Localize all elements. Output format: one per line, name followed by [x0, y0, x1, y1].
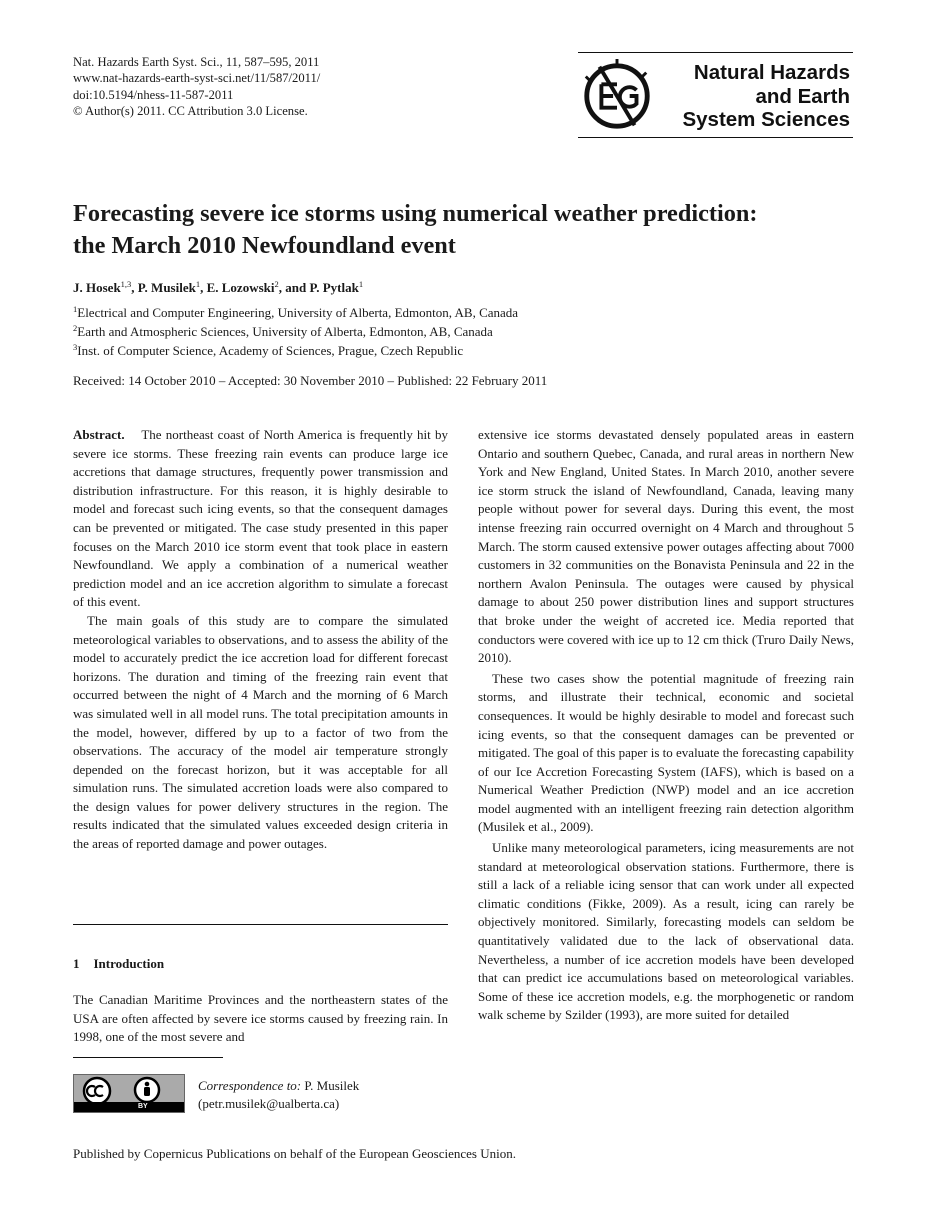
introduction-continued: [478, 426, 854, 1025]
author-sep: ,: [200, 280, 207, 295]
abstract-paragraph-1: [73, 426, 448, 612]
title-line-2: the March 2010 Newfoundland event: [73, 232, 456, 259]
journal-logo: [578, 52, 853, 138]
abstract-text-1: The northeast coast of North America is frequently hit by severe ice storms. These freezing rain events can produce large ice accretions that damage structures, frequently power transmission and distribution infrastructure. For this reason, it is highly desirable to model and forecast such icing events, so that the consequent damages can be prevented or mitigated. The case study presented in this paper focuses on the March 2010 ice storm event that took place in eastern Newfoundland. We apply a combination of a numerical weather prediction model and an ice accretion algorithm to simulate a forecast of this event.: [73, 427, 449, 610]
egu-logo-icon: [578, 56, 656, 136]
footnote-divider: [73, 1057, 223, 1058]
affiliation-number: 1: [73, 304, 78, 314]
introduction-paragraph-1: The Canadian Maritime Provinces and the northeastern states of the USA are often affected by severe ice storms caused by freezing rain. In 1998, one of the most severe and: [73, 992, 448, 1045]
correspondence-email[interactable]: (petr.musilek@ualberta.ca): [198, 1096, 340, 1112]
logo-rule-bottom: [578, 137, 853, 138]
abstract: [73, 426, 448, 854]
abstract-label: Abstract.: [73, 427, 125, 442]
cc-by-license-badge[interactable]: [73, 1074, 185, 1113]
correspondence-label: Correspondence to:: [198, 1078, 302, 1093]
logo-rule-top: [578, 52, 853, 53]
journal-name-line2: and Earth: [755, 84, 850, 108]
correspondence-name: P. Musilek: [304, 1078, 360, 1093]
section-heading-introduction: [73, 956, 164, 972]
journal-url[interactable]: www.nat-hazards-earth-syst-sci.net/11/587/2011/: [73, 71, 321, 86]
cc-by-label: BY: [138, 1103, 148, 1110]
journal-name: [682, 61, 850, 132]
title-line-1: Forecasting severe ice storms using numerical weather prediction:: [73, 200, 758, 227]
author-hosek-affil: 1,3: [120, 279, 132, 289]
affiliation-3: [73, 342, 463, 360]
cc-strip: [74, 1102, 184, 1112]
affiliation-text: Earth and Atmospheric Sciences, University of Alberta, Edmonton, AB, Canada: [77, 324, 493, 339]
license-note: © Author(s) 2011. CC Attribution 3.0 License.: [73, 104, 308, 119]
publisher-footer: Published by Copernicus Publications on behalf of the European Geosciences Union.: [73, 1146, 516, 1161]
intro-paragraph-2: These two cases show the potential magnitude of freezing rain storms, and illustrate their technical, economic and societal consequences. It would be highly desirable to model and forecast such icing events, so that the consequent damages can be prevented or mitigated. The goal of this paper is to evaluate the forecasting capability of our Ice Accretion Forecasting System (IAFS), which is based on a Numerical Weather Prediction (NWP) model and an ice accretion model augmented with an intelligent freezing rain detection algorithm (Musilek et al., 2009).: [478, 670, 854, 835]
author-lozowski: E. Lozowski: [206, 280, 275, 295]
publication-dates: Received: 14 October 2010 – Accepted: 30 November 2010 – Published: 22 February 2011: [73, 373, 548, 388]
correspondence-note: [198, 1077, 359, 1114]
author-pytlak-affil: 1: [358, 279, 364, 289]
section-title: Introduction: [93, 956, 165, 971]
author-musilek: P. Musilek: [137, 280, 196, 295]
affiliation-number: 2: [73, 323, 78, 333]
intro-paragraph-3: Unlike many meteorological parameters, icing measurements are not standard at meteorological observation stations. Furthermore, there is still a lack of a reliable icing sensor that can work under all expected climatic conditions (Fikke, 2009). As a result, icing can rarely be objectively monitored. Similarly, forecasting models can seldom be quantitatively validated due to the lack of observational data. Nevertheless, a number of ice accretion models have been developed that can predict ice accumulations based on meteorological variables. Some of these ice accretion models, e.g. the morphogenetic or random walk scheme by Szilder (1993), are more suited for detailed: [478, 840, 854, 1023]
citation-block: [73, 54, 320, 120]
section-number: 1: [73, 956, 80, 971]
affiliation-number: 3: [73, 342, 78, 352]
affiliation-1: [73, 304, 518, 322]
journal-name-line1: Natural Hazards: [693, 61, 850, 84]
author-sep: , and: [278, 280, 310, 295]
affiliation-text: Electrical and Computer Engineering, University of Alberta, Edmonton, AB, Canada: [77, 305, 519, 320]
section-divider: [73, 924, 448, 925]
journal-citation: Nat. Hazards Earth Syst. Sci., 11, 587–595, 2011: [73, 55, 320, 69]
intro-paragraph-continued: extensive ice storms devastated densely populated areas in eastern Ontario and southern Quebec, Canada, and rural areas in northern New York and New England, United States. In March 2010, another severe ice storm struck the island of Newfoundland, Canada, leaving many people without power for several days. During this event, the most intense freezing rain occurred overnight on 4 March and throughout 5 March. The storm caused extensive power outages affecting about 7000 customers in 32 communities on the Bonavista Peninsula and 22 in the northern Avalon Peninsula. The outages were caused by physical damage to about 250 power distribution lines and support structures that broke under the weight of accreted ice. Media reported that conductors were covered with ice up to 12 cm thick (Truro Daily News, 2010).: [478, 427, 854, 666]
author-list: [73, 280, 363, 296]
doi[interactable]: doi:10.5194/nhess-11-587-2011: [73, 87, 234, 102]
abstract-paragraph-2: The main goals of this study are to compare the simulated meteorological variables to observations, and to assess the ability of the model to accurately predict the ice accretion load for different forecast horizons. The duration and timing of the freezing rain event that occurred between the night of 4 March and the morning of 6 March was simulated well in all model runs. The total precipitation amounts in the model, however, differed by up to a factor of two from the observations. The accuracy of the model air temperature strongly depended on the forecast horizon, but it was acceptable for all simulation runs. The simulated accretion loads were also compared to the design values for power delivery structures in the region. The results indicated that the simulated values exceeded design criteria in the areas of reported damage and power outages.: [73, 612, 448, 852]
author-sep: ,: [131, 280, 138, 295]
affiliation-2: [73, 323, 493, 341]
author-hosek: J. Hosek: [73, 280, 121, 295]
paper-title: [73, 198, 853, 262]
author-pytlak: P. Pytlak: [309, 280, 359, 295]
author-musilek-affil: 1: [195, 279, 201, 289]
author-lozowski-affil: 2: [274, 279, 279, 289]
journal-name-line3: System Sciences: [682, 108, 850, 131]
affiliation-text: Inst. of Computer Science, Academy of Sciences, Prague, Czech Republic: [77, 343, 464, 358]
